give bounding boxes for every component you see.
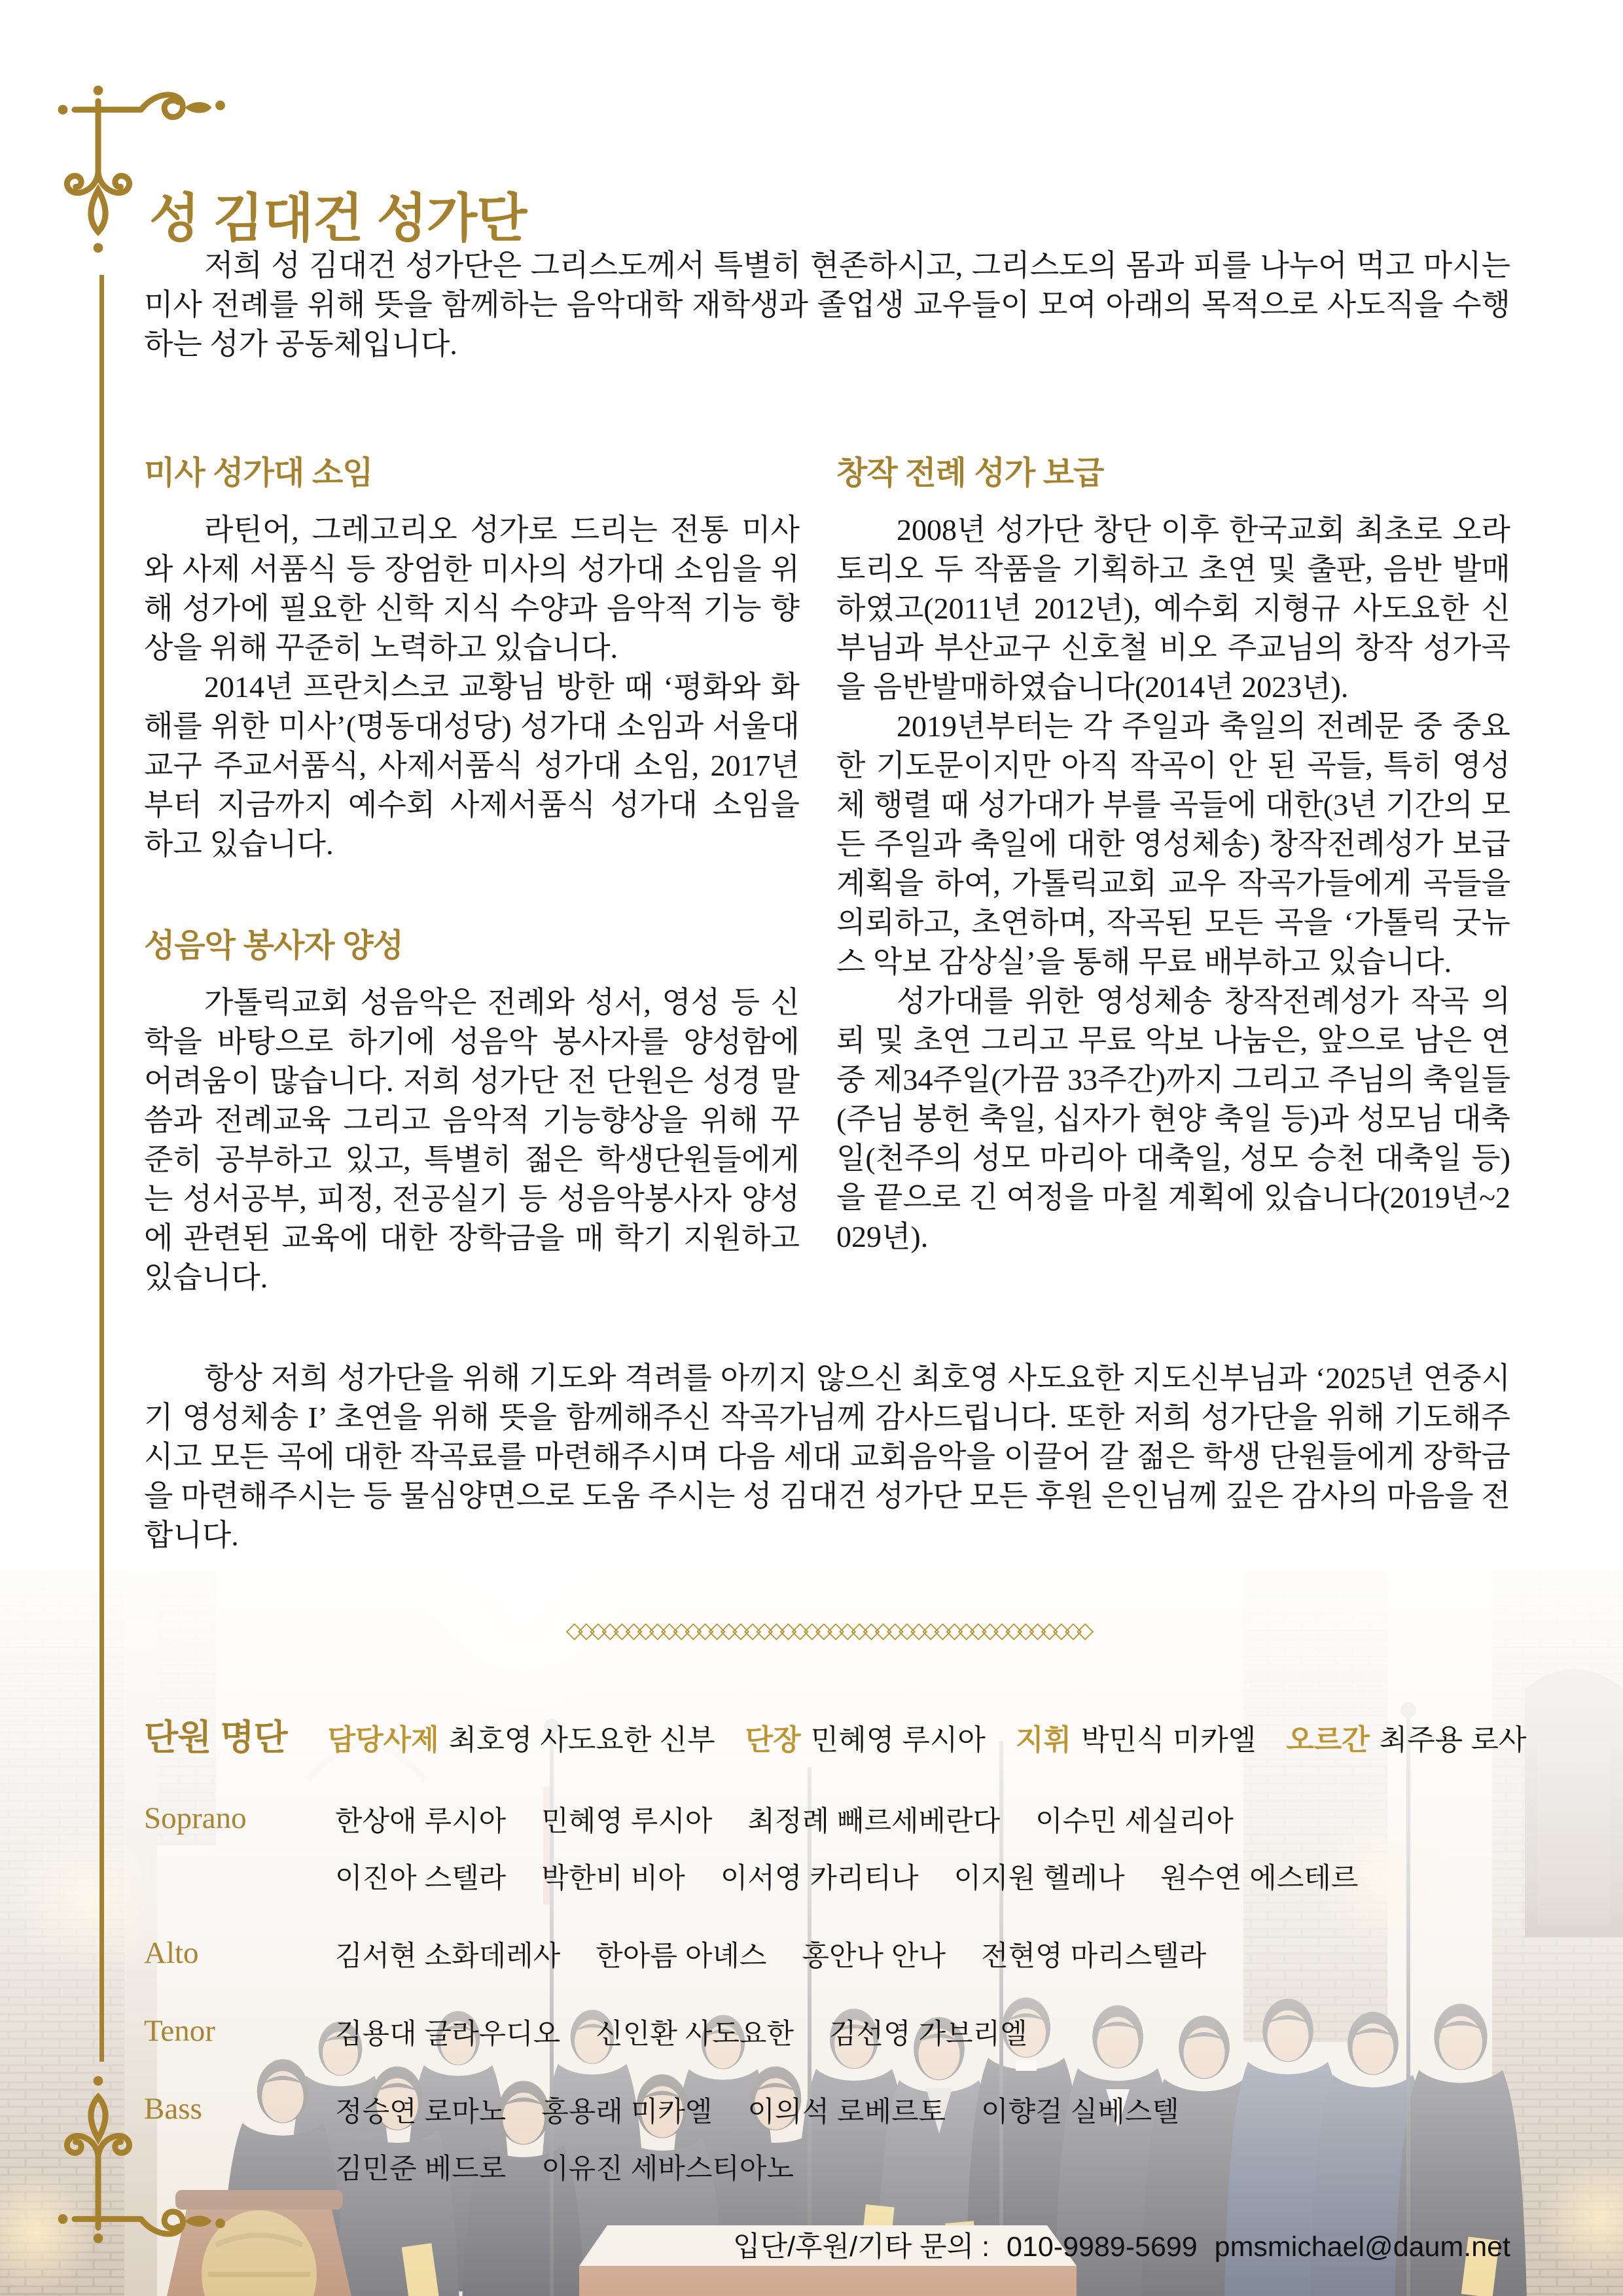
staff-name: 최호영 사도요한 신부 (448, 1724, 715, 1756)
member-name: 신인환 사도요한 (596, 2018, 794, 2050)
member-name: 김선영 가브리엘 (829, 2018, 1027, 2050)
voice-part-row (144, 1934, 1510, 1991)
member-name: 한상애 루시아 (335, 1806, 507, 1837)
corner-ornament-bottom (51, 2060, 228, 2253)
voice-part-row (144, 1799, 1510, 1913)
member-name: 이진아 스텔라 (335, 1863, 507, 1894)
member-name: 최정례 빼르세베란다 (747, 1806, 1001, 1837)
right-column (836, 448, 1510, 1297)
voice-part-label: Bass (144, 2092, 202, 2126)
contact-email: pmsmichael@daum.net (1214, 2231, 1510, 2263)
section-musician-training (144, 920, 800, 1297)
staff-role-label: 담당사제 (327, 1724, 439, 1756)
staff-list (328, 1716, 1527, 1758)
staff-name: 최주용 로사 (1379, 1724, 1527, 1756)
voice-part-names (335, 2090, 1510, 2204)
name-row (335, 2090, 1510, 2130)
section-title-liturgical-hymns: 창작 전례 성가 보급 (836, 456, 1104, 491)
paragraph: 라틴어, 그레고리오 성가로 드리는 전통 미사와 사제 서품식 등 장엄한 미사의 성가대 소임을 위해 성가에 필요한 신학 지식 수양과 음악적 기능 향상을 위해 꾸준히 노력하고 있습니다. (144, 513, 800, 664)
voice-part-label: Soprano (144, 1801, 247, 1835)
name-row (335, 1934, 1510, 1974)
staff-pair (328, 1716, 715, 1758)
member-name: 이향걸 실베스텔 (981, 2096, 1179, 2128)
member-name: 정승연 로마노 (335, 2096, 507, 2128)
staff-role-label: 오르간 (1286, 1724, 1370, 1756)
name-row (335, 1799, 1510, 1839)
member-name: 민혜영 루시아 (541, 1806, 713, 1837)
member-name: 이서영 카리티나 (720, 1863, 919, 1894)
page-title: 성 김대건 성가단 (149, 189, 527, 247)
paragraph: 2019년부터는 각 주일과 축일의 전례문 중 중요한 기도문이지만 아직 작곡이 안 된 곡들, 특히 영성체 행렬 때 성가대가 부를 곡들에 대한(3년 기간의 모든 주일과 축일에 대한 영성체송) 창작전례성가 보급 계획을 하여, 가톨릭교회 교우 작곡가들에게 곡들을 의뢰하고, 초연하며, 작곡된 모든 곡을 ‘가톨릭 굿뉴스 악보 감상실’을 통해 무료 배부하고 있습니다. (836, 709, 1510, 978)
member-name: 김용대 글라우디오 (335, 2018, 561, 2050)
contact-phone: 010-9989-5699 (1007, 2231, 1198, 2263)
section-title-mass-choir: 미사 성가대 소임 (144, 456, 373, 491)
two-column-body (144, 448, 1510, 1297)
member-name: 김서현 소화데레사 (335, 1941, 561, 1972)
member-name: 이수민 세실리아 (1035, 1806, 1234, 1837)
contact-label: 입단/후원/기타 문의 : (733, 2231, 990, 2263)
name-row (335, 2012, 1510, 2052)
paragraph: 성가대를 위한 영성체송 창작전례성가 작곡 의뢰 및 초연 그리고 무료 악보 나눔은, 앞으로 남은 연중 제34주일(가끔 33주간)까지 그리고 주님의 축일들(주님 봉헌 축일, 십자가 현양 축일 등)과 성모님 대축일(천주의 성모 마리아 대축일, 성모 승천 대축일 등)을 끝으로 긴 여정을 마칠 계획에 있습니다(2019년~2029년). (836, 984, 1510, 1253)
staff-name: 민혜영 루시아 (810, 1724, 986, 1756)
closing-paragraph: 항상 저희 성가단을 위해 기도와 격려를 아끼지 않으신 최호영 사도요한 지도신부님과 ‘2025년 연중시기 영성체송 I’ 초연을 위해 뜻을 함께해주신 작곡가님께 감사드립니다. 또한 저희 성가단을 위해 기도해주시고 모든 곡에 대한 작곡료를 마련해주시며 다음 세대 교회음악을 이끌어 갈 젊은 학생 단원들에게 장학금을 마련해주시는 등 물심양면으로 도움 주시는 성 김대건 성가단 모든 후원 은인님께 깊은 감사의 마음을 전합니다. (144, 1361, 1510, 1552)
section-mass-choir (144, 448, 800, 864)
member-name: 전현영 마리스텔라 (981, 1941, 1207, 1972)
staff-role-label: 단장 (745, 1724, 801, 1756)
section-title-musician-training: 성음악 봉사자 양성 (144, 928, 403, 963)
roster-header (144, 1710, 1527, 1760)
member-name: 이지원 헬레나 (954, 1863, 1125, 1894)
voice-part-label: Alto (144, 1936, 199, 1970)
member-name: 이의석 로베르토 (747, 2096, 946, 2128)
paragraph: 2014년 프란치스코 교황님 방한 때 ‘평화와 화해를 위한 미사’(명동대성당) 성가대 소임과 서울대교구 주교서품식, 사제서품식 성가대 소임, 2017년부터 지금까지 예수회 사제서품식 성가대 소임을 하고 있습니다. (144, 670, 800, 861)
member-name: 박한비 비아 (541, 1863, 685, 1894)
staff-pair (1286, 1716, 1526, 1758)
staff-role-label: 지휘 (1015, 1724, 1071, 1756)
voice-part-row (144, 2012, 1510, 2069)
voice-part-names (335, 1799, 1510, 1913)
paragraph: 2008년 성가단 창단 이후 한국교회 최초로 오라토리오 두 작품을 기획하고 초연 및 출판, 음반 발매하였고(2011년 2012년), 예수회 지형규 사도요한 신부님과 부산교구 신호철 비오 주교님의 창작 성가곡을 음반발매하였습니다(2014년 2023년). (836, 513, 1510, 704)
left-rule-line (99, 275, 104, 2062)
section-liturgical-hymns (836, 448, 1510, 1257)
voice-parts (144, 1799, 1510, 2204)
paragraph: 가톨릭교회 성음악은 전례와 성서, 영성 등 신학을 바탕으로 하기에 성음악 봉사자를 양성함에 어려움이 많습니다. 저희 성가단 전 단원은 성경 말씀과 전례교육 그리고 음악적 기능향상을 위해 꾸준히 공부하고 있고, 특별히 젊은 학생단원들에게는 성서공부, 피정, 전공실기 등 성음악봉사자 양성에 관련된 교육에 대한 장학금을 매 학기 지원하고 있습니다. (144, 986, 800, 1294)
member-name: 김민준 베드로 (335, 2153, 507, 2185)
voice-part-names (335, 2012, 1510, 2069)
voice-part-names (335, 1934, 1510, 1991)
member-name: 홍안나 안나 (802, 1941, 946, 1972)
corner-ornament-top (51, 75, 228, 268)
staff-pair (745, 1716, 986, 1758)
staff-name: 박민식 미카엘 (1080, 1724, 1257, 1756)
voice-part-row (144, 2090, 1510, 2204)
member-name: 한아름 아녜스 (596, 1941, 767, 1972)
name-row (335, 1856, 1510, 1896)
voice-part-label: Tenor (144, 2014, 215, 2048)
diamond-divider: ◇◇◇◇◇◇◇◇◇◇◇◇◇◇◇◇◇◇◇◇◇◇◇◇◇◇◇◇◇◇◇◇◇◇◇◇◇◇◇◇◇◇◇◇ (565, 1619, 1089, 1641)
contact-info (144, 2225, 1510, 2265)
roster-title: 단원 명단 (144, 1718, 287, 1757)
member-name: 원수연 에스테르 (1160, 1863, 1359, 1894)
staff-pair (1016, 1716, 1256, 1758)
intro-paragraph: 저희 성 김대건 성가단은 그리스도께서 특별히 현존하시고, 그리스도의 몸과 피를 나누어 먹고 마시는 미사 전례를 위해 뜻을 함께하는 음악대학 재학생과 졸업생 교우들이 모여 아래의 목적으로 사도직을 수행하는 성가 공동체입니다. (144, 249, 1510, 361)
member-name: 홍용래 미카엘 (541, 2096, 713, 2128)
member-name: 이유진 세바스티아노 (541, 2153, 794, 2185)
left-column (144, 448, 800, 1297)
name-row (335, 2147, 1510, 2187)
